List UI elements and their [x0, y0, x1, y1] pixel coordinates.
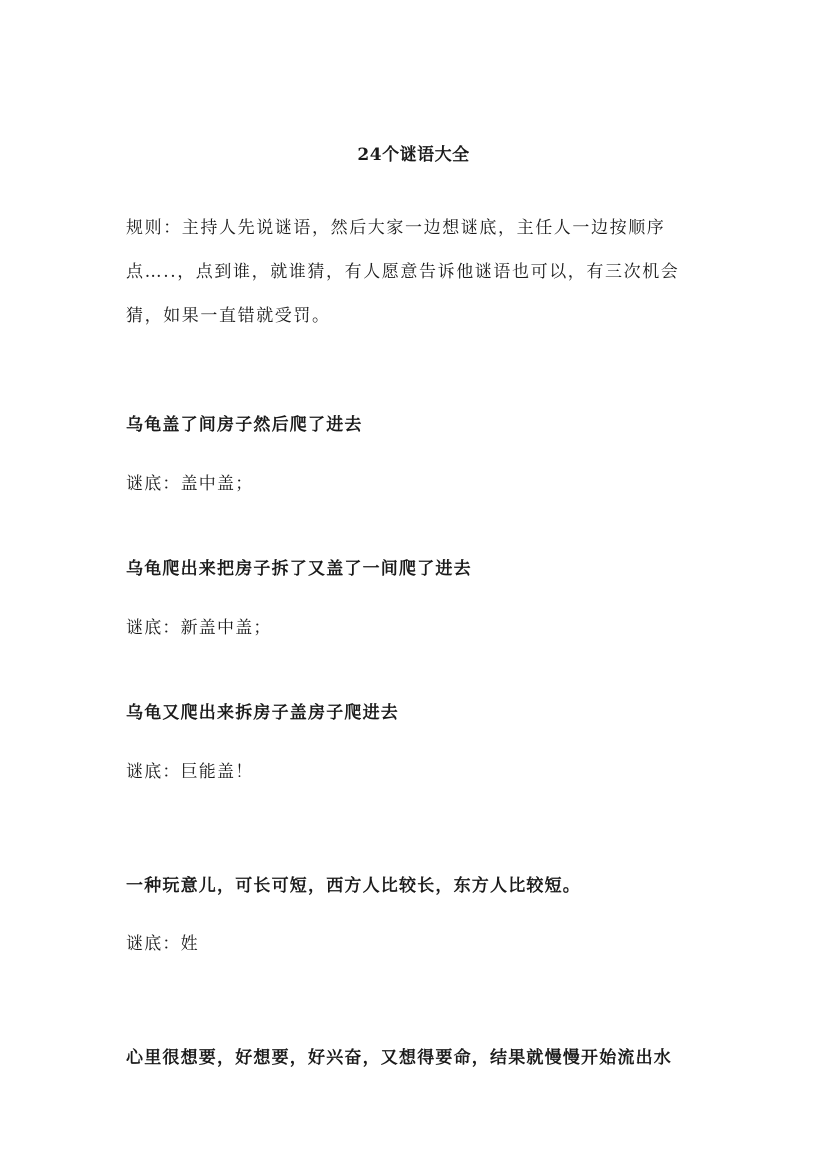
- riddle-answer: 谜底：新盖中盖；: [126, 618, 272, 638]
- rules-line: 点…..，点到谁，就谁猜，有人愿意告诉他谜语也可以，有三次机会: [126, 262, 680, 282]
- rules-paragraph: [126, 206, 706, 338]
- rules-line: 规则：主持人先说谜语，然后大家一边想谜底，主任人一边按顺序: [126, 218, 666, 238]
- riddle-answer: 谜底：巨能盖！: [126, 762, 254, 782]
- rules-line: 猜，如果一直错就受罚。: [126, 306, 331, 326]
- riddle-question: 乌龟爬出来把房子拆了又盖了一间爬了进去: [126, 559, 472, 579]
- riddle-answer: 谜底：姓: [126, 934, 199, 954]
- riddle-answer: 谜底：盖中盖；: [126, 474, 254, 494]
- riddle-question: 乌龟盖了间房子然后爬了进去: [126, 415, 363, 435]
- riddle-question: 一种玩意儿，可长可短，西方人比较长，东方人比较短。: [126, 876, 581, 896]
- page-title: 24个谜语大全: [357, 145, 470, 165]
- riddle-question: 乌龟又爬出来拆房子盖房子爬进去: [126, 703, 399, 723]
- riddle-question: 心里很想要，好想要，好兴奋，又想得要命，结果就慢慢开始流出水: [126, 1048, 672, 1068]
